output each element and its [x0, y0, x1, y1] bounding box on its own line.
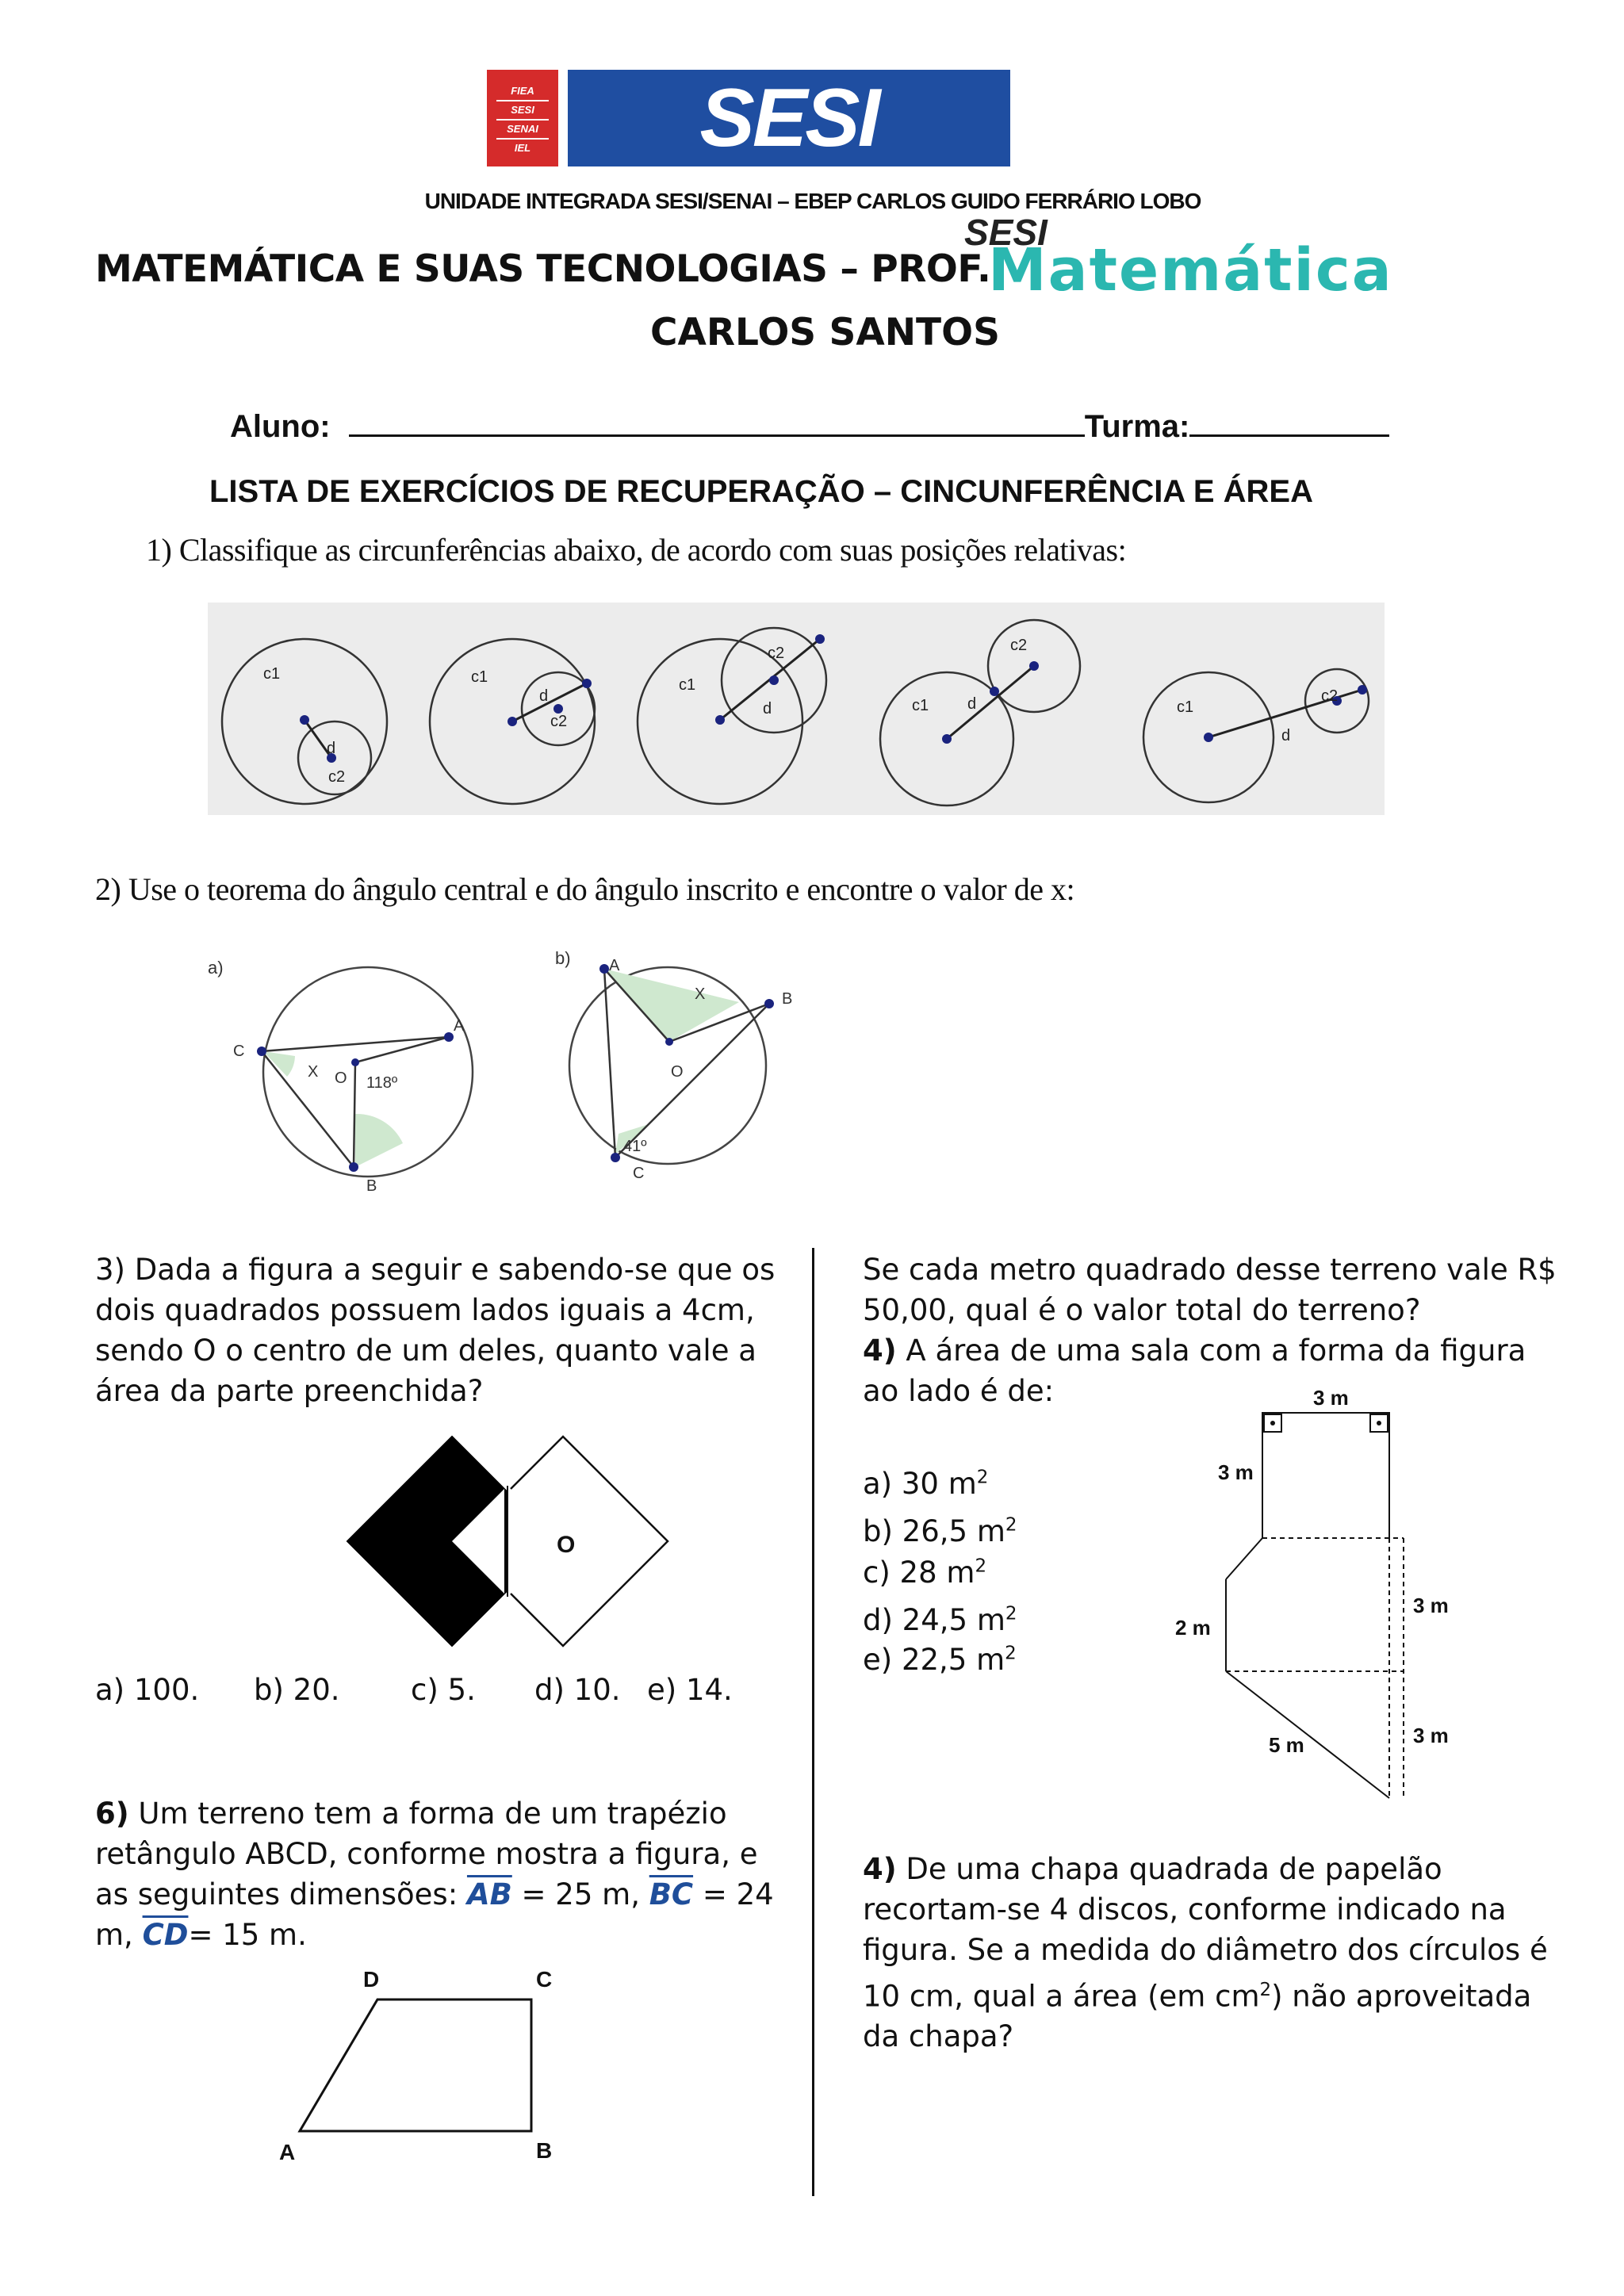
q3-options — [95, 1673, 793, 1712]
sesi-matematica-badge — [961, 211, 1429, 306]
q6-text — [95, 1793, 793, 1955]
q1-label-c2-1: c2 — [328, 768, 346, 786]
q4-room-figure — [1166, 1380, 1467, 1808]
q1-figure — [208, 603, 1385, 815]
aluno-blank[interactable] — [349, 434, 1085, 437]
q3-option-e[interactable]: e) 14. — [647, 1673, 733, 1707]
q4-number: 4) — [863, 1334, 897, 1368]
q6-trapezoid-figure — [270, 1958, 571, 2164]
turma-blank[interactable] — [1189, 434, 1389, 437]
q4-option-e[interactable]: e) 22,5 $m^2$ — [863, 1643, 1017, 1677]
q1-label-c1-1: c1 — [263, 665, 281, 683]
logo-blue-block — [568, 70, 1010, 166]
q1-label-c2-3: c2 — [768, 645, 785, 662]
room-label-right-bottom: 3 m — [1413, 1724, 1449, 1747]
q2-text: 2) Use o teorema do ângulo central e do ângulo inscrito e encontre o valor de x: — [95, 871, 1075, 907]
q6-label-d: D — [363, 1967, 380, 1992]
logo-line-fiea: FIEA — [496, 82, 549, 101]
q1-label-d-4: d — [967, 695, 977, 713]
q6-text-part1: Um terreno tem a forma de um trapézio retângulo ABCD, conforme mostra a figura, e as seguintes dimensões: — [95, 1797, 758, 1911]
logo-line-sesi: SESI — [496, 101, 549, 121]
q1-label-d-2: d — [539, 687, 549, 705]
q4-text-body: A área de uma sala com a forma da figura ao lado é de: — [863, 1334, 1526, 1408]
q6-segment-cd: $\overline{CD}$ — [142, 1918, 189, 1952]
q6-segment-ab: $\overline{AB}$ — [466, 1877, 512, 1911]
q6-ab-value: = 25 m, — [511, 1877, 649, 1911]
column-divider — [812, 1248, 814, 2196]
q2b-label-x: X — [695, 985, 706, 1003]
room-label-left-mid: 2 m — [1175, 1616, 1211, 1640]
student-line — [230, 409, 1389, 445]
q2a-label-o: O — [335, 1070, 347, 1087]
q1-label-c1-2: c1 — [471, 668, 488, 686]
q2b-tag: b) — [555, 948, 571, 968]
room-label-left-top: 3 m — [1218, 1460, 1254, 1484]
q4b-text-part2: ) não aproveitada da chapa? — [863, 1979, 1532, 2054]
q2b-label-o: O — [671, 1063, 684, 1081]
q2-figure-a — [198, 951, 500, 1197]
q2a-label-angle: 118º — [366, 1074, 398, 1092]
q2a-tag: a) — [208, 958, 224, 978]
q2b-label-c: C — [633, 1165, 645, 1182]
q2b-label-b: B — [782, 990, 793, 1008]
q4-option-b[interactable]: b) 26,5 $m^2$ — [863, 1514, 1017, 1548]
badge-top-text: SESI — [964, 212, 1048, 253]
logo-main-text: SESI — [699, 72, 879, 164]
q1-label-d-3: d — [763, 700, 772, 718]
unit-line: UNIDADE INTEGRADA SESI/SENAI – EBEP CARLOS GUIDO FERRÁRIO LOBO — [424, 189, 1201, 213]
q1-text: 1) Classifique as circunferências abaixo, de acordo com suas posições relativas: — [146, 532, 1127, 568]
q3-option-a[interactable]: a) 100. — [95, 1673, 200, 1707]
q1-label-d-5: d — [1281, 727, 1291, 744]
badge-word: Matemática — [988, 236, 1393, 304]
q1-label-c2-5: c2 — [1321, 687, 1339, 705]
q6-label-a: A — [279, 2140, 296, 2164]
q1-label-c1-4: c1 — [912, 697, 929, 714]
q1-figure-bg — [208, 603, 1385, 815]
q6-label-b: B — [536, 2138, 553, 2163]
q6-label-c: C — [536, 1967, 553, 1992]
q4-option-d[interactable]: d) 24,5 $m^2$ — [863, 1603, 1017, 1637]
q6-bc-value: = 24 m, — [95, 1877, 774, 1952]
q2b-label-a: A — [609, 957, 620, 974]
q2a-label-b: B — [366, 1177, 377, 1195]
q4-option-c[interactable]: c) 28 $m^2$ — [863, 1556, 987, 1590]
q4-option-a[interactable]: a) 30 $m^2$ — [863, 1467, 989, 1501]
q1-label-d-1: d — [327, 740, 336, 757]
q6-segment-bc: $\overline{BC}$ — [649, 1877, 694, 1911]
q4b-text-part1: De uma chapa quadrada de papelão recortam-se 4 discos, conforme indicado na figura. Se a medida do diâmetro dos círculos é 10 cm, qual a área (em cm — [863, 1852, 1548, 2014]
logo-red-block — [487, 70, 558, 166]
q1-label-c1-3: c1 — [679, 676, 696, 694]
room-label-top: 3 m — [1313, 1386, 1349, 1410]
turma-label: Turma: — [1084, 409, 1190, 444]
aluno-label: Aluno: — [230, 409, 331, 444]
q3-option-b[interactable]: b) 20. — [254, 1673, 340, 1707]
logo-line-senai: SENAI — [496, 121, 549, 140]
q3-text: 3) Dada a figura a seguir e sabendo-se que os dois quadrados possuem lados iguais a 4cm, sendo O o centro de um deles, quanto vale a área da parte preenchida? — [95, 1253, 776, 1408]
q4b-text — [863, 1849, 1561, 2057]
room-label-diag: 5 m — [1269, 1733, 1304, 1757]
q2a-label-c: C — [233, 1043, 245, 1060]
q4b-number: 4) — [863, 1852, 897, 1886]
logo-line-iel: IEL — [514, 142, 531, 154]
logo-sesi-senai — [487, 70, 1010, 166]
list-title: LISTA DE EXERCÍCIOS DE RECUPERAÇÃO – CINCUNFERÊNCIA E ÁREA — [209, 474, 1313, 509]
q3-label-o: O — [557, 1532, 576, 1558]
q1-label-c1-5: c1 — [1177, 698, 1194, 716]
q6-number: 6) — [95, 1797, 129, 1831]
q1-label-c2-2: c2 — [550, 713, 568, 730]
q3-figure — [346, 1435, 671, 1647]
q3-option-c[interactable]: c) 5. — [411, 1673, 476, 1707]
page-title-line2: CARLOS SANTOS — [650, 311, 1000, 354]
q2b-label-angle: 41º — [623, 1138, 647, 1155]
q1-label-c2-4: c2 — [1010, 637, 1028, 654]
page-title-line1: MATEMÁTICA E SUAS TECNOLOGIAS – PROF. — [95, 247, 991, 291]
q2a-label-x: X — [308, 1063, 319, 1081]
q2-figure-b — [547, 948, 817, 1186]
q6-continuation: Se cada metro quadrado desse terreno vale R$ 50,00, qual é o valor total do terreno? — [863, 1253, 1557, 1327]
q6-cd-value: = 15 m. — [188, 1918, 307, 1952]
q3-option-d[interactable]: d) 10. — [534, 1673, 621, 1707]
q2a-label-a: A — [454, 1017, 465, 1035]
room-label-right-mid: 3 m — [1413, 1594, 1449, 1617]
q4b-sup: 2 — [1259, 1980, 1272, 2000]
